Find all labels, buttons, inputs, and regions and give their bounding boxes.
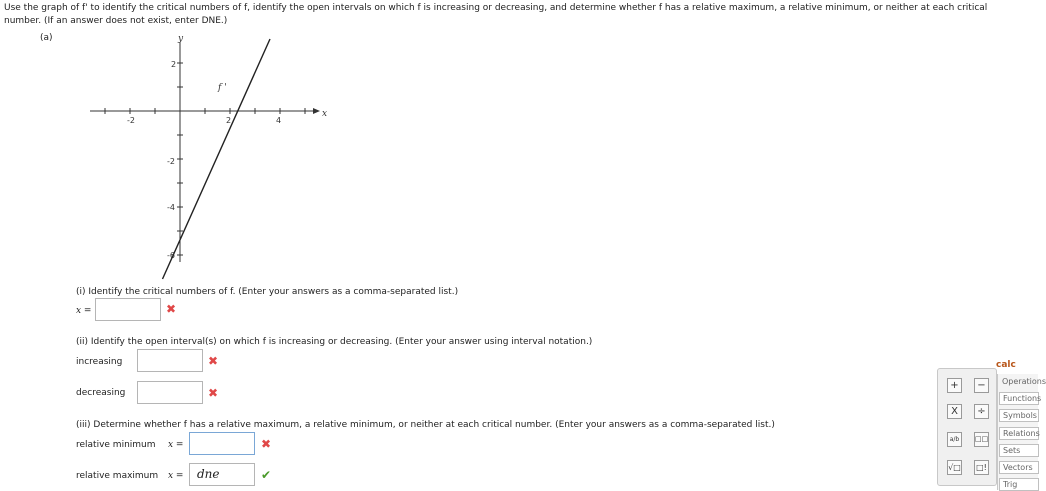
x-tick-label-4: 4 [276, 116, 282, 125]
fprime-curve-label: f ' [218, 83, 227, 93]
calc-symbols-tab[interactable]: Symbols [999, 409, 1039, 422]
calc-trig-tab[interactable]: Trig [999, 478, 1039, 491]
q1-incorrect-icon: ✖ [166, 302, 177, 316]
increasing-input[interactable] [137, 349, 203, 372]
y-tick-label-neg4: -4 [167, 203, 175, 212]
decreasing-label: decreasing [76, 388, 126, 398]
q3-prompt: (iii) Determine whether f has a relative maximum, a relative minimum, or neither at each critical number. (Enter your answers as a comma-separated list.) [76, 420, 775, 430]
exponent-button[interactable]: □□ [974, 432, 989, 447]
y-tick-label-neg6: -6 [167, 251, 175, 260]
critical-numbers-input[interactable] [95, 298, 161, 321]
q1-x-label: x = [76, 306, 92, 316]
x-axis-label: x [322, 109, 328, 119]
multiply-button[interactable]: X [947, 404, 962, 419]
increasing-incorrect-icon: ✖ [208, 354, 219, 368]
calc-sets-tab[interactable]: Sets [999, 444, 1039, 457]
q1-prompt: (i) Identify the critical numbers of f. (Enter your answers as a comma-separated list.) [76, 287, 459, 297]
sqrt-button[interactable]: √□ [947, 460, 962, 475]
min-x-label: x = [168, 440, 184, 450]
minus-button[interactable]: − [974, 378, 989, 393]
calc-vectors-tab[interactable]: Vectors [999, 461, 1039, 474]
divide-button[interactable]: ÷ [974, 404, 989, 419]
x-tick-label-neg2: -2 [127, 116, 135, 125]
x-axis-arrow [313, 108, 320, 114]
relative-maximum-input[interactable]: dne [189, 463, 255, 486]
fprime-graph [80, 30, 340, 278]
calc-operations-tab[interactable]: Operations [1002, 377, 1046, 386]
calc-functions-tab[interactable]: Functions [999, 392, 1039, 405]
factorial-button[interactable]: □! [974, 460, 989, 475]
fraction-button[interactable]: a/b [947, 432, 962, 447]
max-correct-icon: ✔ [261, 468, 272, 482]
decreasing-input[interactable] [137, 381, 203, 404]
max-x-label: x = [168, 471, 184, 481]
instructions-text: Use the graph of f' to identify the critical numbers of f, identify the open intervals on which f is increasing or decreasing, and determine whether f has a relative maximum, a relative minimum, or neither at each critical number. (If an answer does not exist, enter DNE.) [4, 3, 988, 26]
increasing-label: increasing [76, 357, 123, 367]
math-palette [937, 368, 997, 486]
y-tick-label-neg2: -2 [167, 157, 175, 166]
calc-relations-tab[interactable]: Relations [999, 427, 1039, 440]
y-tick-label-2: 2 [171, 60, 177, 69]
x-tick-label-2: 2 [226, 116, 232, 125]
decreasing-incorrect-icon: ✖ [208, 386, 219, 400]
y-axis-label: y [178, 34, 184, 44]
relative-maximum-label: relative maximum [76, 471, 159, 481]
calc-title: calc [996, 360, 1016, 370]
q2-prompt: (ii) Identify the open interval(s) on which f is increasing or decreasing. (Enter your answer using interval notation.) [76, 337, 593, 347]
relative-minimum-label: relative minimum [76, 440, 156, 450]
min-incorrect-icon: ✖ [261, 437, 272, 451]
plus-button[interactable]: + [947, 378, 962, 393]
part-label: (a) [40, 33, 53, 43]
relative-minimum-input[interactable] [189, 432, 255, 455]
